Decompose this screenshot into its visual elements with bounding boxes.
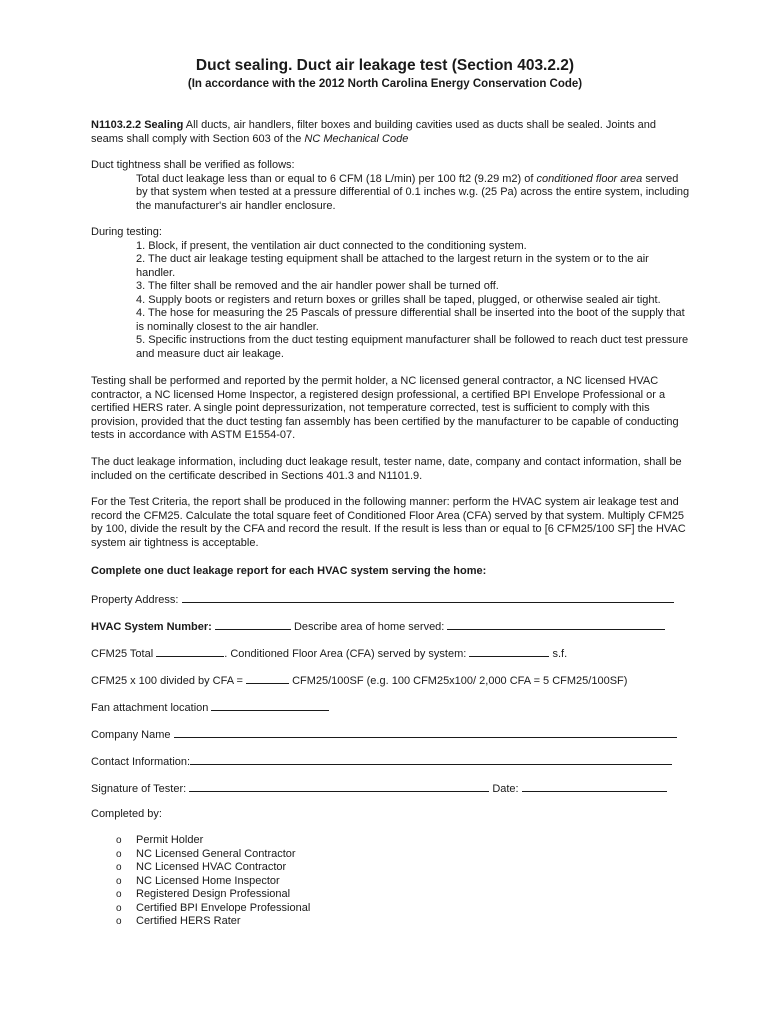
testing-section	[91, 226, 691, 361]
describe-area-input[interactable]	[447, 619, 665, 630]
date-input[interactable]	[522, 781, 667, 792]
completed-by-option[interactable]: o Registered Design Professional	[116, 888, 291, 900]
checkbox-circle-icon[interactable]: o	[116, 889, 122, 900]
hvac-row	[91, 619, 691, 635]
checkbox-circle-icon[interactable]: o	[116, 862, 122, 873]
checkbox-circle-icon[interactable]: o	[116, 902, 122, 914]
testing-steps	[91, 240, 691, 362]
testing-step: 5. Specific instructions from the duct testing equipment manufacturer shall be followed to reach duct test pressure and measure duct air leakage.	[136, 334, 689, 360]
company-name-label: Company Name	[91, 729, 171, 741]
completed-by-label: Completed by:	[91, 808, 162, 820]
testing-step: 2. The duct air leakage testing equipment shall be attached to the largest return in the system or to the air handler.	[136, 253, 649, 279]
performed-paragraph: Testing shall be performed and reported by the permit holder, a NC licensed general contractor, a NC licensed HVAC contractor, a NC licensed Home Inspector, a registered design professional, a certified BPI Envelope Professional or a certified HERS rater. A single point depressurization, not temperature corrected, test is sufficient to comply with this provision, provided that the duct testing fan assembly has been certified by the manufacturer to be capable of conducting tests in accordance with ASTM E1554-07.	[91, 375, 679, 441]
cfa-input[interactable]	[469, 646, 549, 657]
completed-by-list	[116, 834, 310, 929]
property-address-row	[91, 592, 691, 608]
testing-step: 3. The filter shall be removed and the air handler power shall be turned off.	[136, 280, 499, 292]
info-paragraph: The duct leakage information, including duct leakage result, tester name, date, company and contact information, shall be included on the certificate described in Sections 401.3 and N1101.9.	[91, 456, 682, 482]
contact-info-input[interactable]	[190, 754, 672, 765]
completed-by-option[interactable]: o Permit Holder	[116, 834, 204, 846]
completed-by-option[interactable]: o NC Licensed HVAC Contractor	[116, 861, 287, 873]
contact-info-row	[91, 754, 691, 770]
hvac-system-number-input[interactable]	[215, 619, 291, 630]
testing-step: 4. Supply boots or registers and return boxes or grilles shall be taped, plugged, or otherwise sealed air tight.	[136, 293, 661, 306]
criteria-paragraph: For the Test Criteria, the report shall be produced in the following manner: perform the HVAC system air leakage test and record the CFM25. Calculate the total square feet of Conditioned Floor Area (CFA) served by that system. Multiply CFM25 by 100, divide the result by the CFA and record the result. If the result is less than or equal to [6 CFM25/100 SF] the HVAC system air tightness is acceptable.	[91, 496, 686, 549]
calc-label: CFM25 x 100 divided by CFA =	[91, 675, 243, 687]
company-name-input[interactable]	[174, 727, 677, 738]
property-address-label: Property Address:	[91, 594, 179, 606]
tightness-text-em: conditioned floor area	[536, 172, 643, 185]
checkbox-circle-icon[interactable]: o	[116, 875, 122, 887]
sealing-text: All ducts, air handlers, filter boxes and building cavities used as ducts shall be sealed. Joints and seams shall comply with Section 603 of the	[91, 119, 657, 145]
page-subtitle: (In accordance with the 2012 North Carolina Energy Conservation Code)	[187, 78, 583, 90]
contact-info-label: Contact Information:	[91, 756, 191, 768]
sealing-code: N1103.2.2 Sealing	[91, 119, 184, 131]
property-address-input[interactable]	[182, 592, 674, 603]
testing-step: 1. Block, if present, the ventilation air duct connected to the conditioning system.	[136, 239, 527, 252]
checkbox-circle-icon[interactable]: o	[116, 848, 122, 860]
completed-by-option[interactable]: o Certified BPI Envelope Professional	[116, 901, 311, 914]
cfm25-total-input[interactable]	[156, 646, 224, 657]
tightness-text-b: served by that system when tested at a pressure differential of 0.1 inches w.g. (25 Pa) across the entire system, including the manufacturer's air handler enclosure.	[136, 172, 690, 212]
fan-location-row	[91, 700, 691, 716]
sealing-paragraph	[91, 119, 691, 146]
company-name-row	[91, 727, 691, 743]
calc-row	[91, 673, 691, 689]
tightness-section	[91, 159, 691, 213]
date-label: Date:	[492, 783, 519, 795]
describe-area-label: Describe area of home served:	[293, 621, 445, 633]
fan-location-label: Fan attachment location	[91, 702, 209, 714]
sf-label: s.f.	[552, 648, 568, 660]
calc-unit: CFM25/100SF (e.g. 100 CFM25x100/ 2,000 CFA = 5 CFM25/100SF)	[292, 675, 628, 687]
signature-label: Signature of Tester:	[91, 783, 187, 795]
checkbox-circle-icon[interactable]: o	[116, 916, 122, 927]
cfm25-row	[91, 646, 691, 662]
report-heading: Complete one duct leakage report for each HVAC system serving the home:	[91, 565, 487, 577]
signature-input[interactable]	[189, 781, 489, 792]
checkbox-circle-icon[interactable]: o	[116, 835, 122, 846]
tightness-requirement	[91, 173, 691, 214]
page-title: Duct sealing. Duct air leakage test (Section 403.2.2)	[195, 57, 575, 74]
fan-location-input[interactable]	[211, 700, 329, 711]
completed-by-option[interactable]: o NC Licensed General Contractor	[116, 847, 296, 860]
cfa-label: . Conditioned Floor Area (CFA) served by system:	[224, 648, 467, 660]
signature-row	[91, 781, 691, 797]
cfm25-total-label: CFM25 Total	[91, 648, 154, 660]
tightness-text-a: Total duct leakage less than or equal to 6 CFM (18 L/min) per 100 ft2 (9.29 m2) of	[136, 172, 537, 185]
hvac-system-number-label: HVAC System Number:	[91, 621, 212, 633]
completed-by-option[interactable]: o NC Licensed Home Inspector	[116, 874, 280, 887]
sealing-ref: NC Mechanical Code	[304, 132, 409, 145]
completed-by-option[interactable]: o Certified HERS Rater	[116, 915, 241, 927]
tightness-intro: Duct tightness shall be verified as follows:	[91, 159, 295, 171]
testing-step: 4. The hose for measuring the 25 Pascals of pressure differential shall be inserted into the boot of the supply that is nominally closest to the air handler.	[136, 307, 685, 333]
calc-input[interactable]	[246, 673, 289, 684]
testing-intro: During testing:	[91, 226, 162, 238]
